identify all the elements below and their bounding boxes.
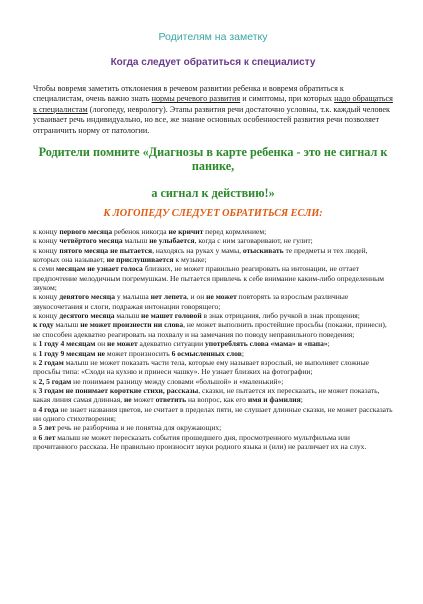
symptom-text: на вопрос, как его: [186, 395, 248, 405]
symptom-text: близких, не может правильно реагировать на интонации, не оттает предпочтение мелодичным погремушкам. Не пытается привлечь к себе внимание каким-либо определенным звуком;: [33, 264, 384, 293]
intro-underlined-specialists: надо обращаться к специалистам: [33, 94, 393, 114]
symptom-emphasis: 5 лет: [38, 423, 56, 433]
symptom-text: малыш: [114, 311, 142, 321]
symptom-text: к: [33, 348, 39, 358]
symptom-item: [33, 358, 393, 377]
symptom-text: к концу: [33, 236, 60, 246]
symptom-item: [33, 311, 393, 320]
symptom-item: [33, 349, 393, 358]
symptom-text: может произносить: [105, 348, 172, 358]
symptom-text: малыш: [53, 320, 81, 330]
symptom-text: малыш: [122, 236, 150, 246]
symptom-text: не понимаем разницу между словами «большой» и «маленький»;: [71, 376, 284, 386]
symptom-emphasis: пятого месяца не пытается: [59, 245, 153, 255]
symptom-emphasis: девятого месяца: [59, 292, 116, 302]
symptom-emphasis: ответить: [155, 395, 187, 405]
parents-reminder-line1: Родители помните «Диагнозы в карте ребенка - это не сигнал к панике,: [38, 145, 388, 174]
symptom-emphasis: 2 годам: [38, 357, 64, 367]
symptom-text: , находясь на руках у мамы,: [152, 245, 243, 255]
symptom-text: может: [131, 395, 156, 405]
symptom-emphasis: не может: [107, 339, 138, 349]
symptom-emphasis: не может: [206, 292, 237, 302]
symptom-emphasis: к году: [33, 320, 54, 330]
symptom-text: повторять за взрослым различные звукосочетания и слоги, подражая интонации говорящего;: [33, 292, 349, 311]
symptom-emphasis: не: [123, 395, 132, 405]
symptom-emphasis: 3 годам не понимает короткие стихи, рассказы: [38, 385, 199, 395]
section-heading: Когда следует обратиться к специалисту: [110, 57, 316, 68]
symptom-text: адекватно ситуации: [137, 339, 205, 349]
symptom-text: ;: [300, 395, 303, 405]
symptom-text: к концу: [33, 311, 60, 321]
symptom-text: к концу: [33, 245, 60, 255]
symptom-text: ;: [241, 348, 244, 358]
symptom-emphasis: не машет головой: [141, 311, 202, 321]
intro-text: и симптомы, при которых: [240, 94, 335, 104]
symptom-text: к: [33, 376, 39, 386]
symptom-emphasis: имя и фамилия: [247, 395, 301, 405]
parents-reminder-line2: а сигнал к действию!»: [151, 186, 275, 201]
symptom-emphasis: не улыбается: [149, 236, 195, 246]
symptom-text: ;: [327, 339, 330, 349]
symptom-emphasis: 6 лет: [38, 432, 56, 442]
symptom-text: к: [33, 339, 39, 349]
symptom-text: не знает названия цветов, не считает в пределах пяти, не слушает длинные сказки, не может рассказать ни одного стихотворения;: [33, 404, 393, 423]
symptom-item: [33, 236, 393, 245]
symptom-text: , когда с ним заговаривают, не гулит;: [194, 236, 313, 246]
intro-text: (логопеду, неврологу). Этапы развития речи достаточно условны, т.к. каждый человек усваивает речь индивидуально, но все, же знание основных особенностей развития речи позволяет отграничить норму от патологии.: [33, 104, 391, 135]
symptom-item: [33, 377, 393, 386]
symptom-emphasis: нет лепета: [150, 292, 187, 302]
symptom-text: те предметы и тех людей, которых она называет,: [33, 245, 368, 265]
symptom-item: [33, 227, 393, 236]
symptom-text: , не может выполнить простейшие просьбы (покажи, принеси), не способен адекватно реагировать на похвалу и на замечания по поводу неправильного поведения;: [33, 320, 387, 339]
symptom-text: к семи: [33, 264, 57, 274]
symptom-item: [33, 386, 393, 405]
intro-underlined-norms: нормы речевого развития: [151, 94, 241, 104]
speech-therapist-heading: К ЛОГОПЕДУ СЛЕДУЕТ ОБРАТИТЬСЯ ЕСЛИ:: [103, 208, 323, 220]
symptom-text: малыш не может показать части тела, которые ему называет взрослый, не выполняет сложные просьбы типа: «Сходи на кухню и принеси чашку». Не узнает близких на фотографии;: [33, 357, 369, 377]
symptom-item: [33, 423, 393, 432]
symptom-list: [33, 227, 393, 451]
symptom-emphasis: отыскивать: [242, 245, 284, 255]
intro-paragraph: [33, 84, 393, 136]
symptom-text: ребенок никогда: [112, 227, 169, 237]
intro-text: Чтобы вовремя заметить отклонения в речевом развитии ребенка и вовремя обратиться к специалистам, очень важно знать: [33, 84, 344, 104]
symptom-text: у малыша: [115, 292, 151, 302]
page-title: Родителям на заметку: [158, 31, 268, 43]
symptom-emphasis: не прислушивается: [106, 255, 174, 265]
symptom-text: к музыке;: [173, 255, 207, 265]
symptom-emphasis: 1 году 4 месяцам: [38, 339, 96, 349]
symptom-text: в знак отрицания, либо ручкой в знак прощения;: [201, 311, 360, 321]
symptom-item: [33, 264, 393, 292]
symptom-text: в: [33, 404, 39, 414]
symptom-text: к: [33, 385, 39, 395]
symptom-text: к концу: [33, 227, 60, 237]
symptom-emphasis: первого месяца: [59, 227, 113, 237]
symptom-item: [33, 320, 393, 339]
symptom-emphasis: 4 года: [38, 404, 59, 414]
symptom-emphasis: 6 осмысленных слов: [171, 348, 242, 358]
symptom-item: [33, 292, 393, 311]
symptom-emphasis: не может произнести ни слова: [80, 320, 184, 330]
symptom-emphasis: 1 году 9 месяцам не: [38, 348, 106, 358]
symptom-text: перед кормлением;: [203, 227, 267, 237]
symptom-text: к концу: [33, 292, 60, 302]
symptom-emphasis: не кричит: [168, 227, 204, 237]
symptom-text: малыш не может пересказать события прошедшего дня, просмотренного мультфильма или прочитанного рассказа. Не правильно произносит звуки родного языка и (или) не различает их на слух.: [33, 432, 367, 451]
symptom-item: [33, 246, 393, 265]
symptom-emphasis: месяцам не узнает голоса: [56, 264, 143, 274]
symptom-emphasis: десятого месяца: [59, 311, 115, 321]
symptom-emphasis: четвёртого месяца: [59, 236, 123, 246]
symptom-text: к: [33, 357, 39, 367]
symptom-text: в: [33, 423, 39, 433]
symptom-text: он: [95, 339, 108, 349]
symptom-item: [33, 405, 393, 424]
symptom-text: в: [33, 432, 39, 442]
symptom-item: [33, 433, 393, 452]
symptom-item: [33, 339, 393, 348]
symptom-emphasis: употреблять слова «мама» и «папа»: [205, 339, 328, 349]
symptom-text: , и он: [186, 292, 207, 302]
symptom-text: , сказки, не пытается их пересказать, не может показать, какая линия самая длинная,: [33, 385, 380, 405]
symptom-emphasis: 2, 5 годам: [38, 376, 72, 386]
symptom-text: речь не разборчива и не понятна для окружающих;: [55, 423, 222, 433]
